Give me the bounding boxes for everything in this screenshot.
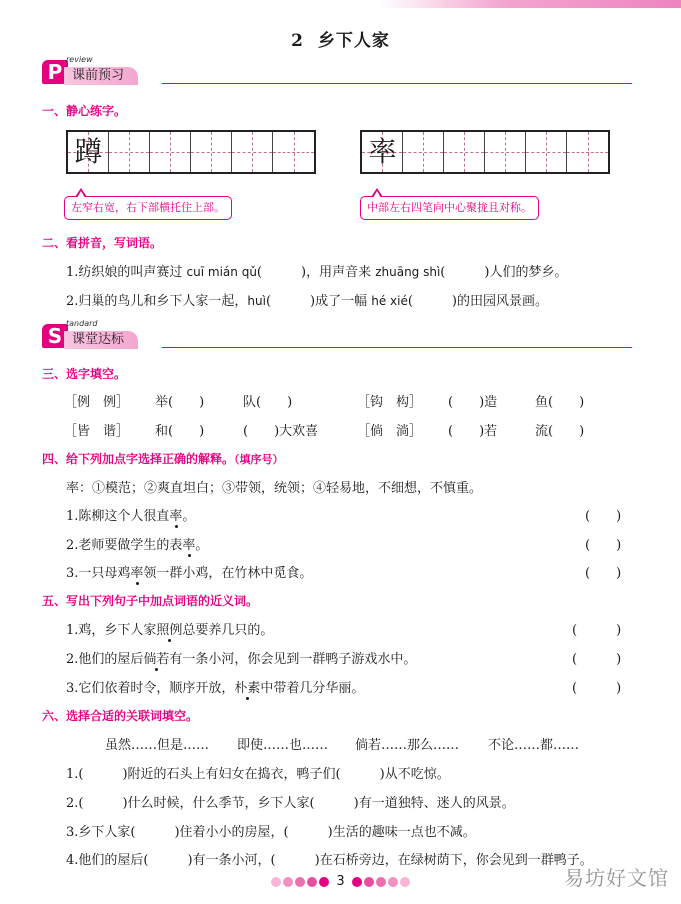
q3-r1-blank[interactable]: 队( ) bbox=[243, 395, 293, 410]
pager-dot bbox=[319, 877, 329, 887]
q6-item-2[interactable]: 2.( )什么时候，什么季节，乡下人家( )有一道独特、迷人的风景。 bbox=[66, 796, 515, 811]
q5-answer-blank-2[interactable]: ( ) bbox=[572, 652, 622, 667]
dotted-word: 倘若 bbox=[143, 652, 170, 667]
practice-char-1: 蹲 bbox=[74, 135, 103, 168]
writing-grid-1 bbox=[66, 130, 316, 174]
grid-cell bbox=[362, 132, 403, 172]
q4-title: 四、给下列加点字选择正确的解释。（填序号） bbox=[42, 452, 284, 466]
dotted-word: 朴素 bbox=[234, 681, 261, 696]
dotted-char: 率 bbox=[169, 509, 183, 524]
q3-r1-pair: ［钩 构］ bbox=[357, 395, 423, 410]
q5-item-1: 1.鸡，乡下人家照例总要养几只的。 bbox=[66, 623, 274, 638]
q3-r1-pair: ［例 例］ bbox=[64, 395, 130, 410]
q5-item-3: 3.它们依着时令，顺序开放，朴素中带着几分华丽。 bbox=[66, 681, 365, 696]
q5-answer-blank-1[interactable]: ( ) bbox=[572, 623, 622, 638]
standard-section-header bbox=[42, 319, 632, 348]
q6-option-4: 不论……都…… bbox=[488, 738, 580, 753]
grid-cell[interactable] bbox=[109, 132, 150, 172]
practice-char-2: 率 bbox=[368, 135, 397, 168]
pinyin: zhuāng shì bbox=[375, 265, 441, 279]
page-number: 3 bbox=[336, 874, 345, 889]
grid-cell[interactable] bbox=[150, 132, 191, 172]
standard-eng-label: tandard bbox=[66, 319, 98, 328]
grid-cell[interactable] bbox=[191, 132, 232, 172]
q6-item-4[interactable]: 4.他们的屋后( )有一条小河，( )在石桥旁边，在绿树荫下，你会见到一群鸭子。 bbox=[66, 853, 593, 868]
writing-tip-2: 中部左右四笔向中心聚拢且对称。 bbox=[360, 196, 539, 220]
q4-item-2: 2.老师要做学生的表率。 bbox=[66, 538, 209, 553]
answer-blank[interactable]: ( )人们的梦乡。 bbox=[440, 265, 568, 280]
q2-title: 二、看拼音，写词语。 bbox=[42, 236, 163, 250]
q4-answer-blank-2[interactable]: ( ) bbox=[585, 538, 622, 553]
q3-r1-blank[interactable]: 举( ) bbox=[155, 395, 205, 410]
section-divider bbox=[162, 347, 632, 348]
q4-definitions: 率：①模范；②爽直坦白；③带领，统领；④轻易地，不细想，不慎重。 bbox=[66, 481, 483, 496]
q6-option-1: 虽然……但是…… bbox=[105, 738, 210, 753]
q3-r2-blank[interactable]: 和( ) bbox=[155, 424, 205, 439]
dotted-char: 率 bbox=[130, 566, 144, 581]
q5-item-2: 2.他们的屋后倘若有一条小河，你会见到一群鸭子游戏水中。 bbox=[66, 652, 417, 667]
page-title: 2 乡下人家 bbox=[291, 31, 390, 51]
section-divider bbox=[162, 83, 632, 84]
q4-note: （填序号） bbox=[234, 453, 284, 466]
pager-dot bbox=[295, 877, 305, 887]
dotted-char: 率 bbox=[182, 538, 196, 553]
q1-title: 一、静心练字。 bbox=[42, 104, 127, 118]
grid-cell[interactable] bbox=[232, 132, 273, 172]
standard-badge: S bbox=[42, 324, 68, 348]
pager-dot bbox=[388, 877, 398, 887]
q6-title: 六、选择合适的关联词填空。 bbox=[42, 709, 199, 723]
watermark: 易坊好文馆 bbox=[564, 866, 669, 890]
pager-dot bbox=[400, 877, 410, 887]
q5-answer-blank-3[interactable]: ( ) bbox=[572, 681, 622, 696]
grid-cell[interactable] bbox=[526, 132, 567, 172]
preview-eng-label: review bbox=[66, 55, 93, 64]
grid-cell[interactable] bbox=[444, 132, 485, 172]
pager-dot bbox=[271, 877, 281, 887]
q6-option-2: 即使……也…… bbox=[237, 738, 329, 753]
q6-option-3: 倘若……那么…… bbox=[355, 738, 460, 753]
pager-dot bbox=[364, 877, 374, 887]
grid-cell[interactable] bbox=[403, 132, 444, 172]
q3-title: 三、选字填空。 bbox=[42, 367, 127, 381]
preview-badge: P bbox=[42, 60, 68, 84]
q4-item-3: 3.一只母鸡率领一群小鸡，在竹林中觅食。 bbox=[66, 566, 313, 581]
q3-r1-blank[interactable]: ( )造 bbox=[448, 395, 498, 410]
pager-dot bbox=[307, 877, 317, 887]
q3-r2-blank[interactable]: ( )若 bbox=[448, 424, 498, 439]
q3-r1-blank[interactable]: 鱼( ) bbox=[535, 395, 585, 410]
q6-item-1[interactable]: 1.( )附近的石头上有妇女在捣衣，鸭子们( )从不吃惊。 bbox=[66, 767, 450, 782]
q4-item-1: 1.陈柳这个人很直率。 bbox=[66, 509, 196, 524]
q3-r2-pair: ［皆 谐］ bbox=[64, 424, 130, 439]
preview-section-header bbox=[42, 55, 632, 84]
pinyin: hé xié bbox=[371, 294, 408, 308]
pinyin: huì bbox=[247, 294, 266, 308]
q6-item-3[interactable]: 3.乡下人家( )住着小小的房屋，( )生活的趣味一点也不减。 bbox=[66, 825, 476, 840]
grid-cell[interactable] bbox=[485, 132, 526, 172]
grid-cell[interactable] bbox=[567, 132, 608, 172]
answer-blank[interactable]: ( )成了一幅 bbox=[265, 294, 372, 309]
pager-dot bbox=[376, 877, 386, 887]
preview-label: 课前预习 bbox=[64, 67, 138, 85]
writing-grid-2 bbox=[360, 130, 610, 174]
writing-tip-1: 左窄右宽，右下部横托住上部。 bbox=[64, 196, 232, 220]
q4-answer-blank-1[interactable]: ( ) bbox=[585, 509, 622, 524]
pinyin: cuī mián qǔ bbox=[186, 265, 257, 279]
q3-r2-blank[interactable]: 流( ) bbox=[535, 424, 585, 439]
q3-r2-pair: ［倘 淌］ bbox=[357, 424, 423, 439]
answer-blank[interactable]: ( )，用声音来 bbox=[256, 265, 376, 280]
top-decoration-band bbox=[380, 0, 681, 8]
q4-answer-blank-3[interactable]: ( ) bbox=[585, 566, 622, 581]
dotted-word: 照例 bbox=[156, 623, 183, 638]
q2-line-2: 2.归巢的鸟儿和乡下人家一起，huì( )成了一幅 hé xié( )的田园风景画。 bbox=[66, 294, 549, 309]
q5-title: 五、写出下列句子中加点词语的近义词。 bbox=[42, 594, 259, 608]
grid-cell bbox=[68, 132, 109, 172]
answer-blank[interactable]: ( )的田园风景画。 bbox=[407, 294, 549, 309]
pager-dot bbox=[352, 877, 362, 887]
standard-label: 课堂达标 bbox=[64, 331, 138, 349]
q3-r2-blank[interactable]: ( )大欢喜 bbox=[243, 424, 319, 439]
q2-line-1: 1.纺织娘的叫声赛过 cuī mián qǔ( )，用声音来 zhuāng shì( )人们的梦乡。 bbox=[66, 265, 568, 280]
grid-cell[interactable] bbox=[273, 132, 314, 172]
pager-dot bbox=[283, 877, 293, 887]
